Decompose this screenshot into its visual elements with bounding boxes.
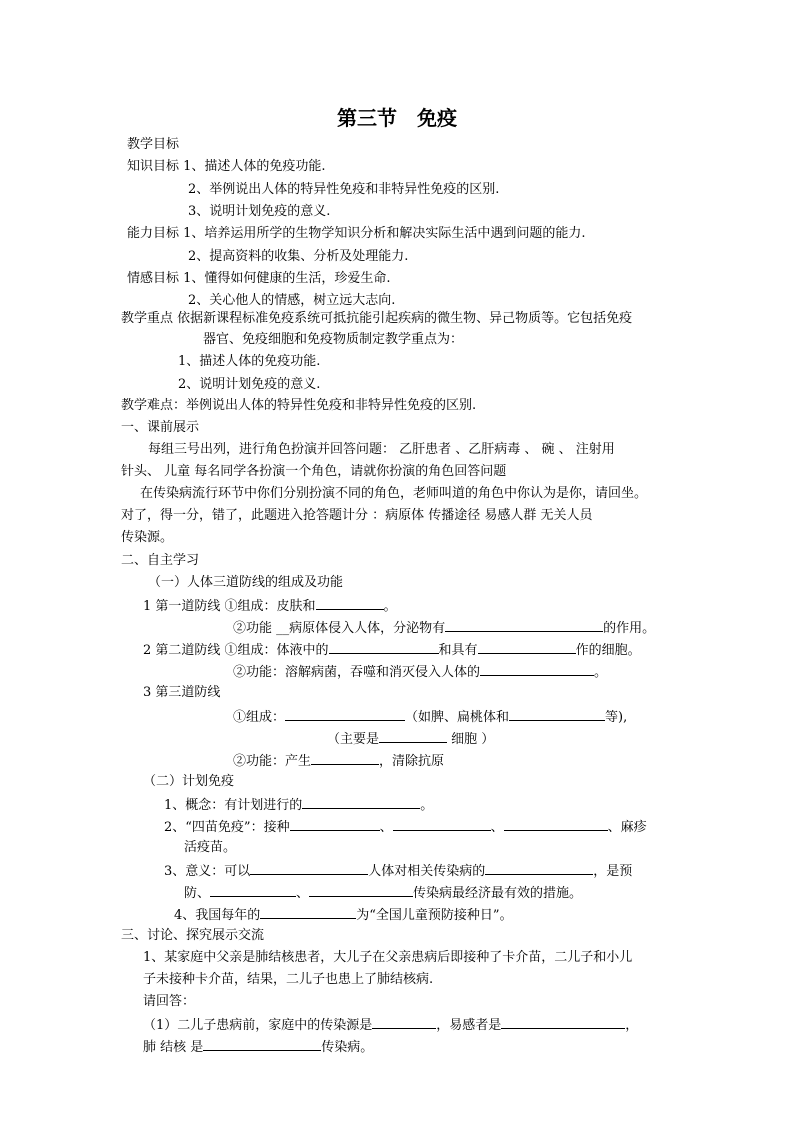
significance-cont-text: 防、 [184, 886, 211, 901]
second-line-function-end: 。 [594, 665, 608, 680]
answer-blank[interactable] [478, 641, 576, 654]
knowledge-goal-2: 2、举例说出人体的特异性免疫和非特异性免疫的区别. [188, 182, 500, 197]
section-1-para-3: 在传染病流行环节中你们分别扮演不同的角色，老师叫道的角色中你认为是你，请回坐。 [140, 486, 648, 501]
answer-blank[interactable] [504, 818, 608, 831]
answer-blank[interactable] [316, 597, 384, 610]
difficulty-line: 教学难点：举例说出人体的特异性免疫和非特异性免疫的区别. [121, 398, 477, 413]
subsection-defense-lines: （一）人体三道防线的组成及功能 [148, 575, 344, 590]
section-1-heading: 一、课前展示 [121, 420, 200, 435]
section-1-para-5: 传染源。 [121, 530, 174, 545]
focus-line-1: 教学重点 依据新课程标准免疫系统可抵抗能引起疾病的微生物、异己物质等。它包括免疫 [121, 311, 633, 326]
answer-blank[interactable] [302, 796, 420, 809]
knowledge-goal-3: 3、说明计划免疫的意义. [188, 204, 331, 219]
four-vaccines-continued: 活疫苗。 [184, 840, 237, 855]
significance-end: ，是预 [593, 864, 633, 879]
section-1-para-1: 每组三号出列，进行角色扮演并回答问题： 乙肝患者 、乙肝病毒 、 碗 、 注射用 [148, 442, 615, 457]
answer-blank[interactable] [260, 906, 356, 919]
answer-blank[interactable] [445, 619, 603, 632]
third-line-heading: 3 第三道防线 [143, 685, 221, 700]
question-1-prompt: 请回答： [143, 994, 196, 1009]
answer-blank[interactable] [393, 818, 491, 831]
third-line-composition [233, 708, 627, 726]
first-line-composition-text: 1 第一道防线 ①组成：皮肤和 [143, 599, 316, 614]
answer-blank[interactable] [250, 862, 368, 875]
page-title: 第三节 免疫 [337, 106, 457, 130]
second-line-composition [143, 641, 641, 659]
emotion-goal-1: 情感目标 1、懂得如何健康的生活，珍爱生命. [127, 271, 391, 286]
second-line-composition-mid: 和具有 [438, 643, 478, 658]
significance-line [164, 862, 632, 880]
third-line-function-text: ②功能：产生 [233, 754, 312, 769]
question-1-para-2: 子未接种卡介苗，结果，二儿子也患上了肺结核病. [143, 972, 434, 987]
second-line-composition-end: 作的细胞。 [575, 643, 641, 658]
third-line-function [233, 752, 444, 770]
first-line-function-text: ②功能 __病原体侵入人体，分泌物有 [233, 621, 446, 636]
question-1-part-1 [143, 1016, 638, 1034]
question-1-para-1: 1、某家庭中父亲是肺结核患者，大儿子在父亲患病后即接种了卡介苗，二儿子和小儿 [143, 950, 633, 965]
answer-blank[interactable] [372, 1016, 436, 1029]
vaccination-day-end: 为“全国儿童预防接种日”。 [356, 908, 513, 923]
section-2-heading: 二、自主学习 [121, 553, 200, 568]
second-line-function-text: ②功能：溶解病菌，吞噬和消灭侵入人体的 [233, 665, 481, 680]
four-vaccines-text: 2、“四苗免疫”：接种 [164, 820, 290, 835]
goals-heading: 教学目标 [127, 137, 180, 152]
focus-line-2: 器官、免疫细胞和免疫物质制定教学重点为： [203, 332, 464, 347]
third-line-main-cell [327, 730, 494, 748]
concept-text: 1、概念：有计划进行的 [164, 798, 303, 813]
answer-blank[interactable] [203, 1038, 321, 1051]
first-line-function-end: 的作用。 [603, 621, 656, 636]
focus-point-1: 1、描述人体的免疫功能. [178, 354, 321, 369]
question-1-cont-text: 肺 结核 是 [143, 1040, 204, 1055]
concept-line [164, 796, 433, 814]
four-vaccines-line [164, 818, 647, 836]
second-line-composition-text: 2 第二道防线 ①组成：体液中的 [143, 643, 329, 658]
emotion-goal-2: 2、关心他人的情感，树立远大志向. [188, 293, 396, 308]
answer-blank[interactable] [311, 752, 379, 765]
answer-blank[interactable] [285, 708, 405, 721]
answer-blank[interactable] [210, 884, 296, 897]
third-line-composition-text: ①组成： [233, 710, 286, 725]
first-line-function [233, 619, 655, 637]
four-vaccines-sep-2: 、 [490, 820, 504, 835]
focus-point-2: 2、说明计划免疫的意义. [178, 377, 321, 392]
section-1-para-2: 针头、 儿童 每名同学各扮演一个角色，请就你扮演的角色回答问题 [121, 464, 507, 479]
third-line-main-cell-end: 细胞 ） [447, 732, 495, 747]
first-line-composition [143, 597, 397, 615]
question-1-part-1-text: （1）二儿子患病前，家庭中的传染源是 [143, 1018, 373, 1033]
answer-blank[interactable] [329, 641, 439, 654]
answer-blank[interactable] [485, 862, 593, 875]
third-line-main-cell-text: （主要是 [327, 732, 380, 747]
subsection-planned-immunity: （二）计划免疫 [143, 774, 235, 789]
first-line-composition-end: 。 [383, 599, 397, 614]
significance-cont-end: 传染病最经济最有效的措施。 [413, 886, 583, 901]
section-1-para-4: 对了，得一分，错了，此题进入抢答题计分 ：病原体 传播途径 易感人群 无关人员 [121, 508, 593, 523]
answer-blank[interactable] [480, 663, 594, 676]
significance-cont-sep: 、 [296, 886, 310, 901]
ability-goal-1: 能力目标 1、培养运用所学的生物学知识分析和解决实际生活中遇到问题的能力. [127, 226, 586, 241]
significance-text: 3、意义：可以 [164, 864, 251, 879]
answer-blank[interactable] [501, 1016, 625, 1029]
answer-blank[interactable] [309, 884, 413, 897]
question-1-part-1-continued [143, 1038, 373, 1056]
concept-end: 。 [420, 798, 434, 813]
section-3-heading: 三、讨论、探究展示交流 [121, 928, 265, 943]
answer-blank[interactable] [509, 708, 605, 721]
question-1-cont-end: 传染病。 [321, 1040, 374, 1055]
question-1-part-1-end: ， [625, 1018, 639, 1033]
significance-mid: 人体对相关传染病的 [368, 864, 486, 879]
vaccination-day-line [174, 906, 513, 924]
question-1-part-1-mid: ，易感者是 [436, 1018, 502, 1033]
third-line-composition-end: 等), [605, 710, 628, 725]
four-vaccines-end: 、麻疹 [607, 820, 647, 835]
knowledge-goal-1: 知识目标 1、描述人体的免疫功能. [127, 159, 326, 174]
third-line-composition-mid: （如脾、扁桃体和 [405, 710, 510, 725]
ability-goal-2: 2、提高资料的收集、分析及处理能力. [188, 249, 409, 264]
third-line-function-end: ，清除抗原 [379, 754, 445, 769]
answer-blank[interactable] [379, 730, 447, 743]
answer-blank[interactable] [290, 818, 380, 831]
four-vaccines-sep-1: 、 [379, 820, 393, 835]
significance-continued [184, 884, 582, 902]
second-line-function [233, 663, 607, 681]
vaccination-day-text: 4、我国每年的 [174, 908, 261, 923]
